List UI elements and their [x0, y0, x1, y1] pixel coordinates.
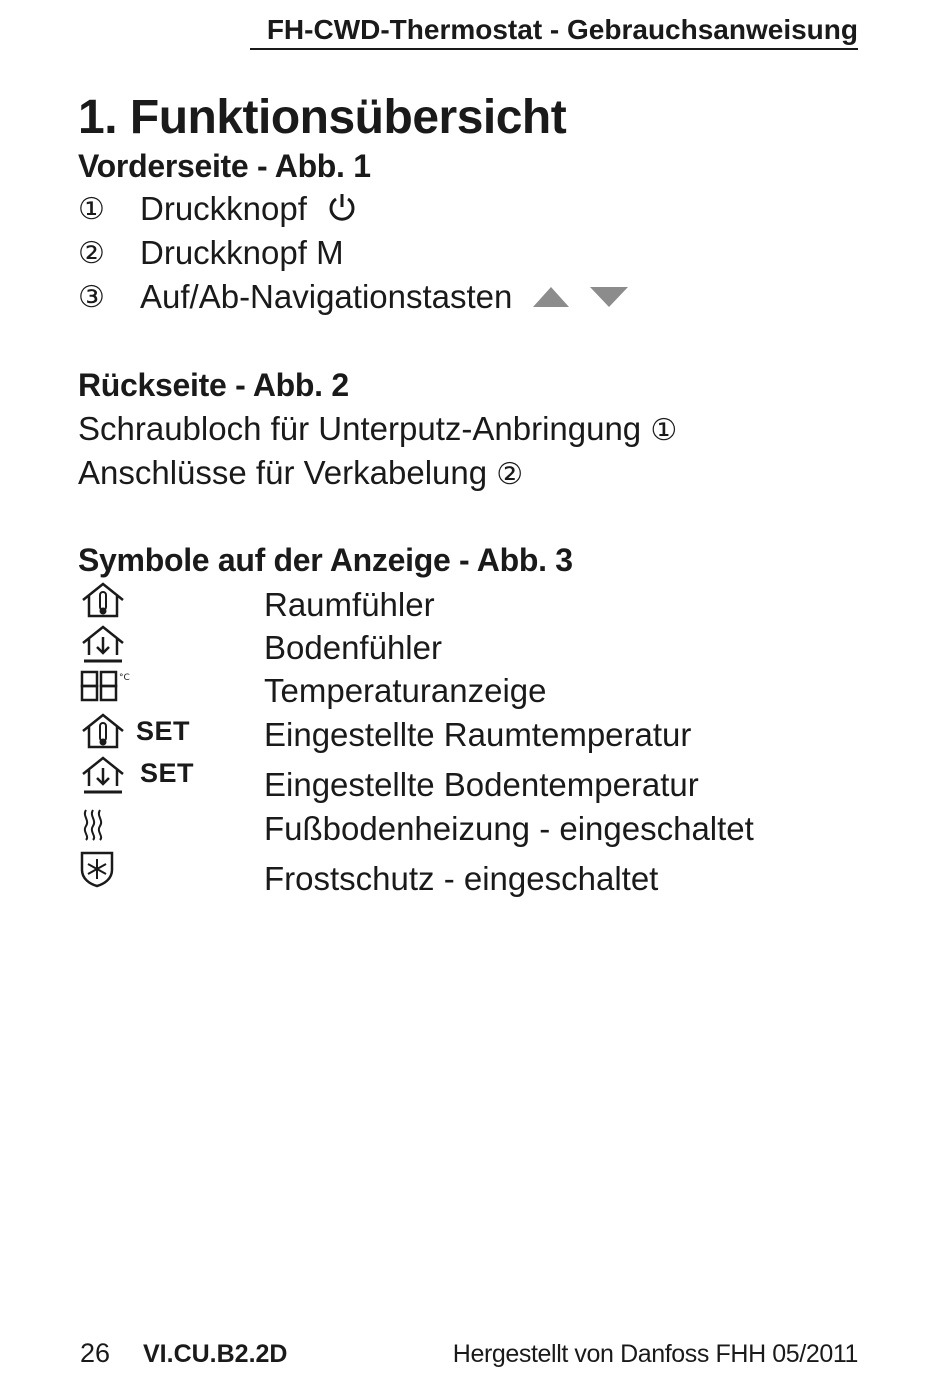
back-item-2 — [78, 454, 523, 492]
front-item-1-label: Druckknopf — [140, 190, 307, 227]
symbol-label-frost-protection: Frostschutz - eingeschaltet — [264, 860, 659, 897]
arrow-down-icon — [589, 280, 629, 318]
section-title: 1. Funktionsübersicht — [78, 91, 567, 144]
back-item-2-label: Anschlüsse für Verkabelung — [78, 454, 488, 491]
floor-sensor-set-icon — [80, 756, 126, 801]
front-item-2-number: ② — [78, 237, 105, 270]
document-code: VI.CU.B2.2D — [143, 1340, 288, 1368]
back-item-1-label: Schraubloch für Unterputz-Anbringung — [78, 410, 642, 447]
back-heading: Rückseite - Abb. 2 — [78, 367, 349, 403]
set-label-room: SET — [136, 716, 191, 746]
front-item-2-label: Druckknopf M — [140, 234, 344, 271]
front-item-3 — [140, 278, 629, 318]
room-sensor-set-icon — [80, 713, 126, 754]
symbol-label-floor-set: Eingestellte Bodentemperatur — [264, 766, 699, 803]
symbol-label-room-set: Eingestellte Raumtemperatur — [264, 716, 692, 753]
front-item-1 — [140, 190, 358, 231]
arrow-up-icon — [532, 280, 570, 318]
set-label-floor: SET — [140, 758, 195, 788]
document-header: FH-CWD-Thermostat - Gebrauchsanweisung — [250, 14, 858, 50]
back-item-1-number: ① — [650, 414, 678, 447]
back-item-2-number: ② — [496, 458, 524, 491]
floor-sensor-icon — [80, 625, 126, 670]
front-item-3-label: Auf/Ab-Navigationstasten — [140, 278, 513, 315]
page-number: 26 — [80, 1338, 111, 1368]
back-item-1 — [78, 410, 677, 448]
svg-text:°C: °C — [119, 673, 130, 683]
power-icon — [326, 191, 358, 231]
room-sensor-icon — [80, 582, 126, 623]
symbol-label-temperature-display: Temperaturanzeige — [264, 672, 547, 709]
symbol-label-floor-heating: Fußbodenheizung - eingeschaltet — [264, 810, 754, 847]
front-item-1-number: ① — [78, 193, 105, 226]
front-item-3-number: ③ — [78, 281, 105, 314]
temperature-display-icon — [80, 670, 128, 709]
front-heading: Vorderseite - Abb. 1 — [78, 148, 371, 184]
frost-protection-icon — [80, 850, 114, 893]
floor-heating-icon — [80, 808, 110, 847]
symbol-label-floor-sensor: Bodenfühler — [264, 629, 442, 666]
manufacturer-note: Hergestellt von Danfoss FHH 05/2011 — [452, 1340, 858, 1368]
symbols-heading: Symbole auf der Anzeige - Abb. 3 — [78, 542, 573, 578]
symbol-label-room-sensor: Raumfühler — [264, 586, 435, 623]
